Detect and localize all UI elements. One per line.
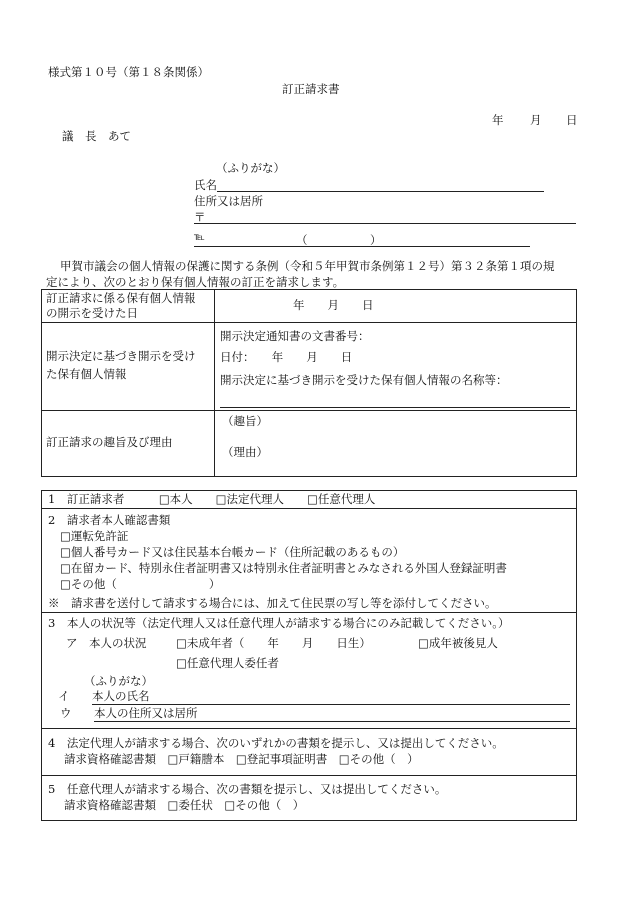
row1-label-line2: の開示を受けた日 [46, 306, 138, 320]
postal-mark: 〒 [194, 210, 206, 224]
section-rule [41, 728, 577, 729]
intro-line-1: 甲賀市議会の個人情報の保護に関する条例（令和５年甲賀市条例第１２号）第３２条第１項の規 [60, 259, 555, 273]
section3-furigana: （ふりがな） [84, 674, 153, 688]
section1-requester-type[interactable]: 1 訂正請求者 □本人 □法定代理人 □任意代理人 [48, 492, 376, 506]
section5-documents[interactable]: 請求資格確認書類 □委任状 □その他（ ） [64, 798, 305, 812]
section-rule [41, 612, 577, 613]
section3-u-marker: ウ [60, 706, 72, 720]
applicant-address-field[interactable] [194, 223, 576, 224]
page-title: 訂正請求書 [282, 82, 340, 96]
section4-title: 4 法定代理人が請求する場合、次のいずれかの書類を提示し、又は提出してください。 [48, 736, 504, 750]
row2-info-name[interactable]: 開示決定に基づき開示を受けた保有個人情報の名称等： [220, 373, 508, 387]
section2-item[interactable]: □運転免許証 [60, 529, 129, 543]
section3-principal-name[interactable]: 本人の氏名 [92, 688, 570, 705]
section3-status-label: ア 本人の状況 [66, 636, 147, 650]
applicant-furigana: （ふりがな） [216, 161, 285, 175]
section-rule [41, 508, 577, 509]
section2-item[interactable]: □その他（ ） [60, 577, 221, 591]
table-row-rule [41, 410, 577, 411]
section5-title: 5 任意代理人が請求する場合、次の書類を提示し、又は提出してください。 [48, 782, 447, 796]
section-rule [41, 775, 577, 776]
applicant-name-field[interactable] [217, 191, 544, 192]
table-row-rule [41, 322, 577, 323]
intro-line-2: 定により、次のとおり保有個人情報の訂正を請求します。 [46, 275, 345, 289]
applicant-address-label: 住所又は居所 [194, 194, 263, 208]
section2-note: ※ 請求書を送付して請求する場合には、加えて住民票の写し等を添付してください。 [48, 596, 497, 610]
section2-item[interactable]: □個人番号カード又は住民基本台帳カード（住所記載のあるもの） [60, 545, 405, 559]
row2-doc-number[interactable]: 開示決定通知書の文書番号： [220, 329, 370, 343]
applicant-phone-field[interactable] [194, 246, 530, 247]
section3-minor-checkbox[interactable]: □未成年者（ 年 月 日生） [176, 636, 371, 650]
row2-label-line2: た保有個人情報 [46, 367, 127, 381]
phone-icon: ℡ [194, 232, 205, 243]
row3-label: 訂正請求の趣旨及び理由 [46, 435, 173, 449]
date-year: 年 [492, 113, 504, 127]
row3-reason[interactable]: （理由） [222, 445, 268, 459]
phone-paren-close: ） [370, 233, 382, 247]
row2-info-name-field[interactable] [220, 407, 570, 408]
row1-date[interactable]: 年 月 日 [293, 298, 374, 312]
section4-documents[interactable]: 請求資格確認書類 □戸籍謄本 □登記事項証明書 □その他（ ） [64, 752, 419, 766]
row3-purpose[interactable]: （趣旨） [222, 414, 268, 428]
section3-ward-checkbox[interactable]: □成年被後見人 [418, 636, 498, 650]
section3-title: 3 本人の状況等（法定代理人又は任意代理人が請求する場合にのみ記載してください。） [48, 616, 510, 630]
addressee: 議 長 あて [62, 129, 131, 143]
row2-date[interactable]: 日付： 年 月 日 [220, 350, 353, 364]
table-divider [214, 289, 215, 477]
section2-title: 2 請求者本人確認書類 [48, 513, 171, 527]
row2-label-line1: 開示決定に基づき開示を受け [46, 349, 196, 363]
section3-i-marker: イ [58, 689, 70, 703]
row1-label-line1: 訂正請求に係る保有個人情報 [46, 291, 196, 305]
section2-item[interactable]: □在留カード、特別永住者証明書又は特別永住者証明書とみなされる外国人登録証明書 [60, 561, 507, 575]
date-month: 月 [530, 113, 542, 127]
section3-principal-address[interactable]: 本人の住所又は居所 [94, 705, 570, 722]
date-day: 日 [566, 113, 578, 127]
form-number: 様式第１０号（第１８条関係） [48, 65, 209, 79]
phone-paren-open: （ [296, 233, 308, 247]
applicant-name-label: 氏名 [194, 178, 217, 192]
section3-principal-checkbox[interactable]: □任意代理人委任者 [176, 656, 279, 670]
